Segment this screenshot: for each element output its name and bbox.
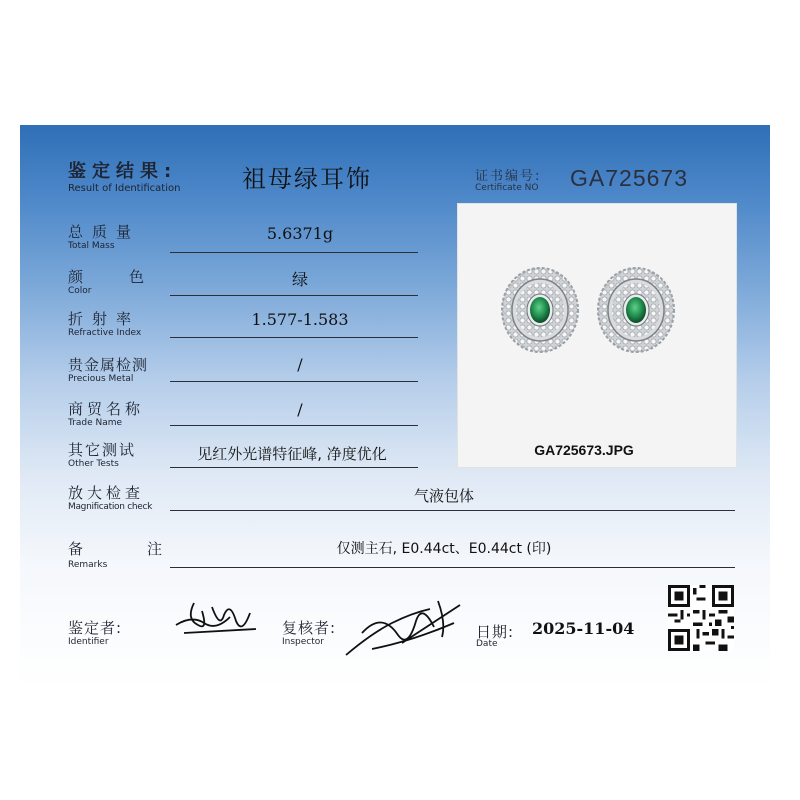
field-underline [170,567,735,568]
qr-code-icon [668,585,734,651]
field-value-trade: / [297,400,303,419]
field-value-magnification: 气液包体 [413,487,474,505]
certificate-card [20,125,770,690]
field-label-metal: 贵金属检测 [68,356,149,374]
field-underline [170,295,418,296]
field-label-ri: 折射率 [68,310,141,328]
field-underline [170,510,735,511]
inspector-label: 复核者: [282,619,337,637]
date-value: 2025-11-04 [532,619,635,638]
field-value-color: 绿 [291,270,308,289]
identifier-signature [172,595,262,639]
emerald-earrings-image [458,204,736,434]
field-label-trade: 商贸名称 [68,400,145,418]
result-value: 祖母绿耳饰 [242,165,372,193]
field-value-mass: 5.6371g [266,224,334,243]
field-label-en-color: Color [68,286,92,296]
certificate-number: GA725673 [570,165,688,191]
field-label-magnification: 放大检查 [68,484,145,502]
result-label-en: Result of Identification [68,183,181,194]
inspector-label-en: Inspector [282,637,324,647]
date-label-en: Date [476,639,498,649]
field-label-en-remarks: Remarks [68,560,108,570]
date-label: 日期: [476,623,515,641]
field-underline [170,425,418,426]
certificate-label-en: Certificate NO [475,183,539,193]
identifier-label-en: Identifier [68,637,109,647]
field-label-remarks: 备注 [68,540,227,558]
field-underline [170,337,418,338]
photo-caption: GA725673.JPG [534,442,634,458]
field-value-metal: / [297,355,303,374]
field-label-color: 颜色 [68,268,191,286]
inspector-signature [342,593,466,665]
field-value-ri: 1.577-1.583 [251,310,349,329]
field-underline [170,252,418,253]
field-label-en-other: Other Tests [68,459,119,469]
field-underline [170,381,418,382]
field-label-en-magnification: Magnification check [68,502,153,512]
field-label-mass: 总质量 [68,223,141,241]
field-underline [170,467,418,468]
field-label-en-ri: Refractive Index [68,328,142,338]
certificate-label: 证书编号: [475,169,542,184]
identifier-label: 鉴定者: [68,619,123,637]
field-label-en-metal: Precious Metal [68,374,134,384]
product-photo [457,203,737,468]
field-label-en-trade: Trade Name [68,418,123,428]
field-value-remarks: 仅测主石, E0.44ct、E0.44ct (印) [336,541,552,557]
field-label-other: 其它测试 [68,441,137,459]
field-label-en-mass: Total Mass [68,241,115,251]
field-value-other: 见红外光谱特征峰, 净度优化 [197,445,387,463]
result-label: 鉴定结果: [68,161,178,182]
